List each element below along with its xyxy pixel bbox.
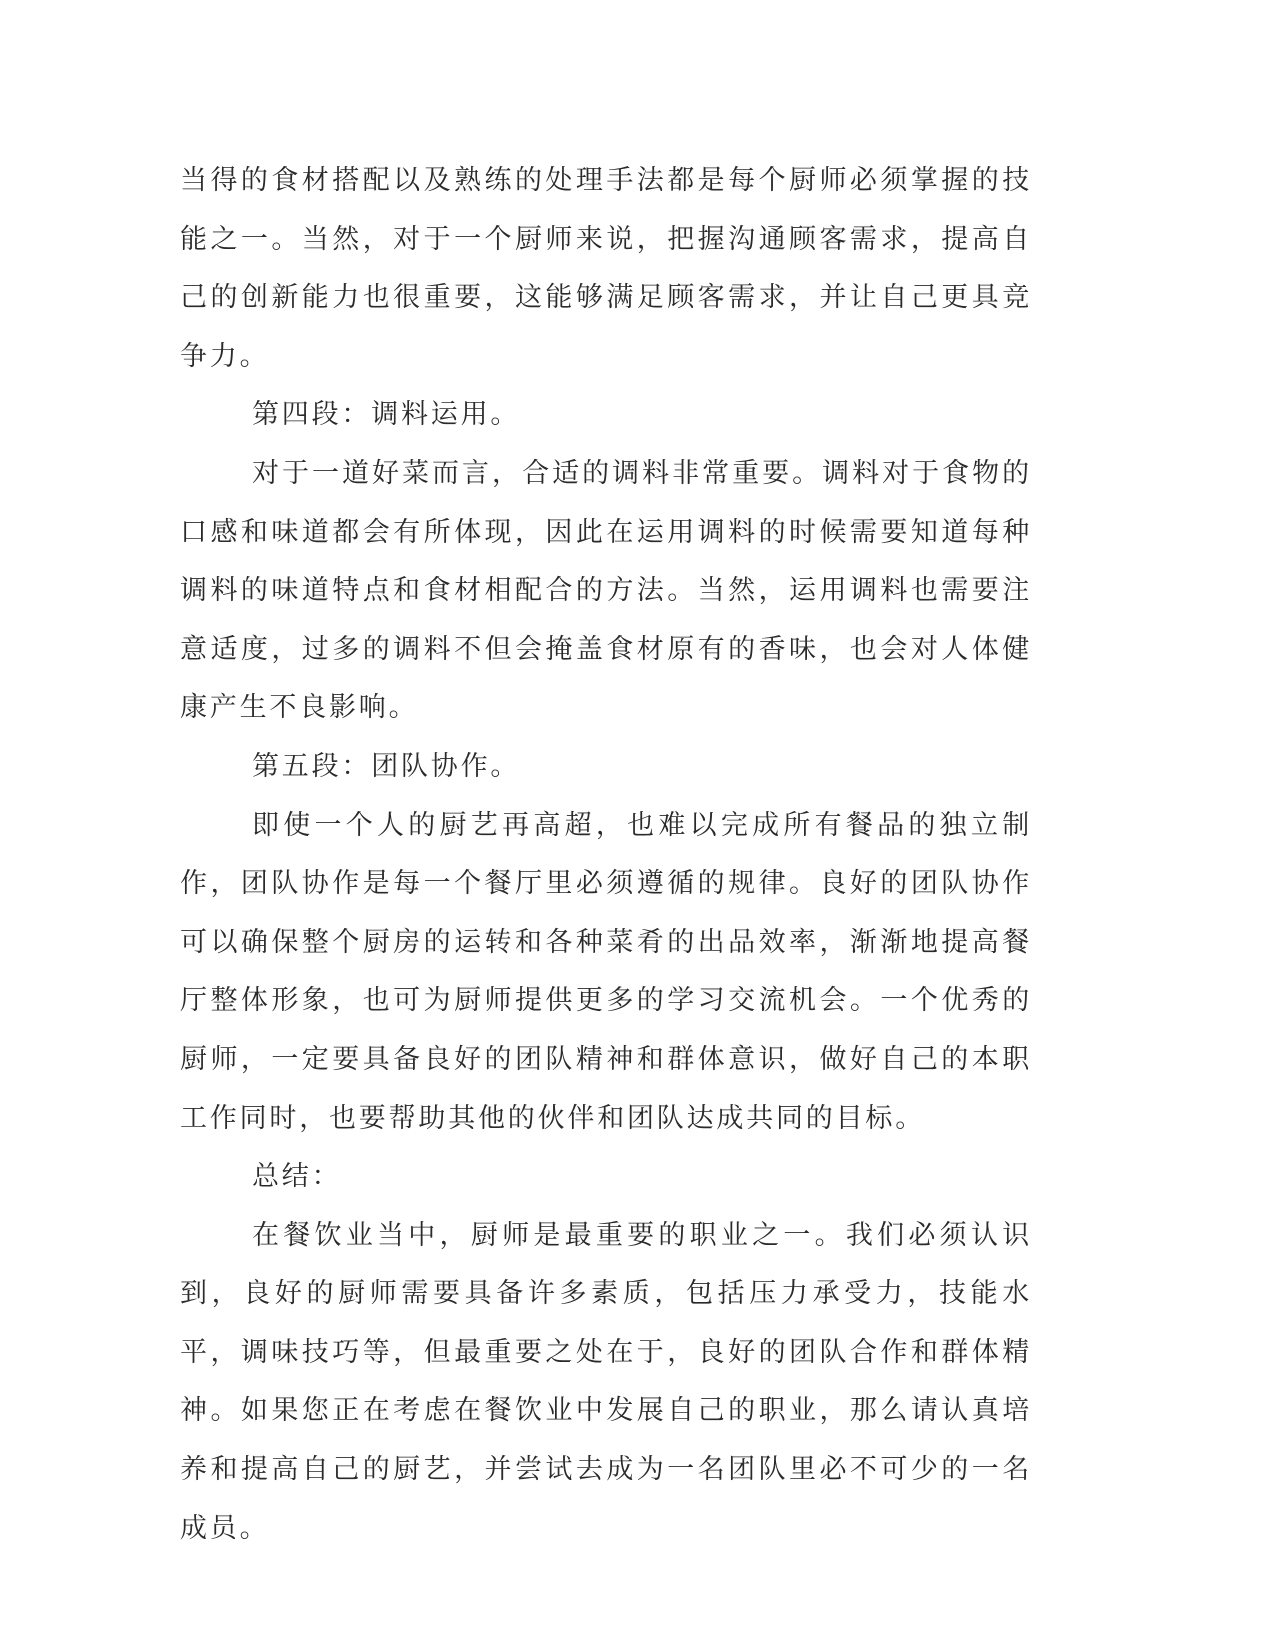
paragraph-summary: 在餐饮业当中，厨师是最重要的职业之一。我们必须认识到，良好的厨师需要具备许多素质，包括压力承受力，技能水平，调味技巧等，但最重要之处在于，良好的团队合作和群体精神。如果您正在考虑在餐饮业中发展自己的职业，那么请认真培养和提高自己的厨艺，并尝试去成为一名团队里必不可少的一名成员。 — [180, 1219, 1032, 1544]
document-body — [180, 152, 1032, 1558]
section-heading-4: 第四段：调料运用。 — [252, 399, 521, 431]
paragraph-continuation: 当得的食材搭配以及熟练的处理手法都是每个厨师必须掌握的技能之一。当然，对于一个厨师来说，把握沟通顾客需求，提高自己的创新能力也很重要，这能够满足顾客需求，并让自己更具竞争力。 — [180, 165, 1032, 372]
section-heading-5: 第五段：团队协作。 — [252, 750, 521, 782]
paragraph-seasoning: 对于一道好菜而言，合适的调料非常重要。调料对于食物的口感和味道都会有所体现，因此在运用调料的时候需要知道每种调料的味道特点和食材相配合的方法。当然，运用调料也需要注意适度，过多的调料不但会掩盖食材原有的香味，也会对人体健康产生不良影响。 — [180, 457, 1032, 724]
paragraph-teamwork: 即使一个人的厨艺再高超，也难以完成所有餐品的独立制作，团队协作是每一个餐厅里必须遵循的规律。良好的团队协作可以确保整个厨房的运转和各种菜肴的出品效率，渐渐地提高餐厅整体形象，也可为厨师提供更多的学习交流机会。一个优秀的厨师，一定要具备良好的团队精神和群体意识，做好自己的本职工作同时，也要帮助其他的伙伴和团队达成共同的目标。 — [180, 809, 1032, 1134]
summary-heading: 总结： — [252, 1161, 342, 1193]
